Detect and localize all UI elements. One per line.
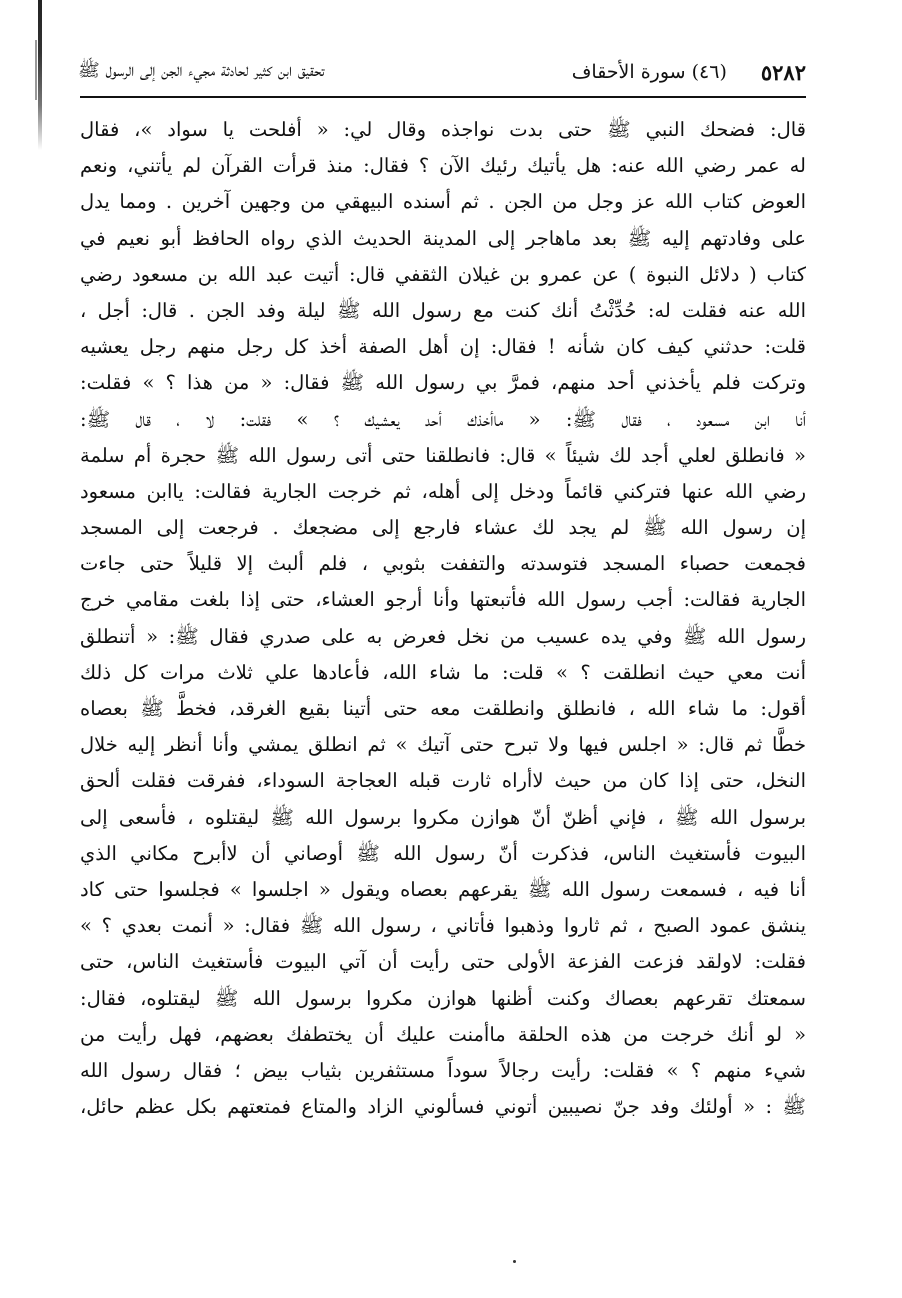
text-line: ينشق عمود الصبح ، ثم ثاروا وذهبوا فأتاني ، رسول الله ﷺ فقال: « أنمت بعدي ؟ » bbox=[80, 914, 806, 938]
text-line: رسول الله ﷺ وفي يده عسيب من نخل فعرض به على صدري فقال ﷺ: « أتنطلق bbox=[80, 624, 806, 648]
header-divider bbox=[80, 96, 806, 98]
text-line: « لو أنك خرجت من هذه الحلقة ماأمنت عليك أن يختطفك بعضهم، فهل رأيت من bbox=[80, 1022, 806, 1046]
text-line: قلت: حدثني كيف كان شأنه ! فقال: إن أهل الصفة أخذ كل رجل منهم رجل يعشيه bbox=[80, 335, 806, 359]
text-line: النخل، حتى إذا كان من حيث لاأراه ثارت قبله العجاجة السوداء، ففرقت فقلت ألحق bbox=[80, 769, 806, 793]
text-line: وتركت فلم يأخذني أحد منهم، فمرَّ بي رسول الله ﷺ فقال: « من هذا ؟ » فقلت: bbox=[80, 371, 806, 395]
text-line: كتاب ( دلائل النبوة ) عن عمرو بن غيلان الثقفي قال: أتيت عبد الله بن مسعود رضي bbox=[80, 262, 806, 286]
text-line: له عمر رضي الله عنه: هل يأتيك رئيك الآن ؟ فقال: منذ قرأت القرآن لم يأتني، ونعم bbox=[80, 154, 806, 178]
page-number: ٥٢٨٢ bbox=[760, 59, 806, 85]
surah-reference: (٤٦) سورة الأحقاف bbox=[571, 61, 727, 83]
body-text bbox=[80, 112, 806, 1212]
text-line: أقول: ما شاء الله ، فانطلق وانطلقت معه حتى أتينا بقيع الغرقد، فخطَّ ﷺ بعصاه bbox=[80, 697, 806, 720]
text-line: الجارية فقالت: أجب رسول الله فأتبعتها وأنا أرجو العشاء، حتى إذا بلغت مقامي خرج bbox=[80, 588, 806, 612]
text-line: قال: فضحك النبي ﷺ حتى بدت نواجذه وقال لي: « أفلحت يا سواد »، فقال bbox=[80, 118, 806, 141]
text-line: خطًّا ثم قال: « اجلس فيها ولا تبرح حتى آتيك » ثم انطلق يمشي وأنا أنظر إليه خلال bbox=[80, 733, 806, 757]
text-line: رضي الله عنها فتركني قائماً ودخل إلى أهله، ثم خرجت الجارية فقالت: ياابن مسعود bbox=[80, 479, 806, 503]
text-line: إن رسول الله ﷺ لم يجد لك عشاء فارجع إلى مضجعك . فرجعت إلى المسجد bbox=[80, 516, 806, 540]
text-line: فجمعت حصباء المسجد فتوسدته والتففت بثوبي ، فلم ألبث إلا قليلاً حتى جاءت bbox=[80, 552, 806, 576]
text-line: شيء منهم ؟ » فقلت: رأيت رجالاً سوداً مستثفرين بثياب بيض ؛ فقال رسول الله bbox=[80, 1058, 806, 1082]
page-header bbox=[78, 52, 806, 92]
text-line: البيوت فأستغيث الناس، فذكرت أنّ رسول الله ﷺ أوصاني أن لاأبرح مكاني الذي bbox=[80, 841, 806, 865]
text-line: ﷺ : « أولئك وفد جنّ نصيبين أتوني فسألوني الزاد والمتاع فمتعتهم بكل عظم حائل، bbox=[80, 1095, 806, 1119]
text-line: أنا ابن مسعود ، فقال ﷺ: « ماأخذك أحد يعشيك ؟ » فقلت: لا ، قال ﷺ: bbox=[80, 407, 806, 431]
text-line: أنت معي حيث انطلقت ؟ » قلت: ما شاء الله، فأعادها علي ثلاث مرات كل ذلك bbox=[80, 660, 806, 684]
text-line: فقلت: لاولقد فزعت الفزعة الأولى حتى رأيت أن آتي البيوت فأستغيث الناس، حتى bbox=[80, 950, 806, 974]
page-binding-edge bbox=[38, 0, 42, 150]
text-line: الله عنه فقلت له: حُدِّثْتُ أنك كنت مع رسول الله ﷺ ليلة وفد الجن . قال: أجل ، bbox=[80, 298, 806, 322]
text-line: سمعتك تقرعهم بعصاك وكنت أظنها هوازن مكروا برسول الله ﷺ ليقتلوه، فقال: bbox=[80, 986, 806, 1010]
text-line: العوض كتاب الله عز وجل من الجن . ثم أسنده البيهقي من وجهين آخرين . ومما يدل bbox=[80, 190, 806, 214]
running-title: تحقيق ابن كثير لحادثة مجيء الجن إلى الرسول ﷺ bbox=[78, 60, 325, 81]
text-line: « فانطلق لعلي أجد لك شيئاً » قال: فانطلقنا حتى أتى رسول الله ﷺ حجرة أم سلمة bbox=[80, 443, 806, 467]
text-line: أنا فيه ، فسمعت رسول الله ﷺ يقرعهم بعصاه ويقول « اجلسوا » فجلسوا حتى كاد bbox=[80, 877, 806, 901]
page-binding-shadow bbox=[35, 40, 37, 100]
text-line: برسول الله ﷺ ، فإني أظنّ أنّ هوازن مكروا برسول الله ﷺ ليقتلوه ، فأسعى إلى bbox=[80, 805, 806, 829]
text-line: على وفادتهم إليه ﷺ بعد ماهاجر إلى المدينة الحديث الذي رواه الحافظ أبو نعيم في bbox=[80, 226, 806, 250]
ink-speck bbox=[513, 1260, 516, 1263]
